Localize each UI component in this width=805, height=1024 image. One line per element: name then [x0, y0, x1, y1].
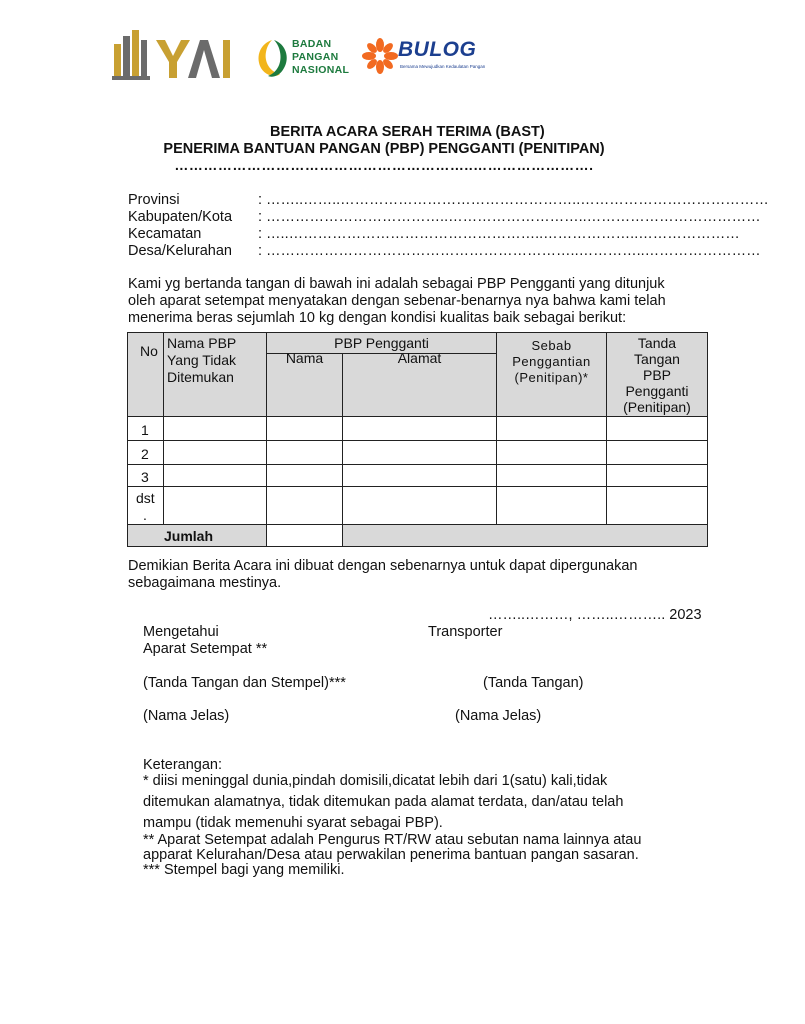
badan-pangan-logo [252, 36, 362, 81]
field-desa [128, 243, 761, 260]
table-cell [497, 487, 607, 525]
sign-left-name: (Nama Jelas) [143, 708, 230, 724]
note-line: ** Aparat Setempat adalah Pengurus RT/RW atau sebutan nama lainnya atau [143, 832, 642, 848]
col-nama-pbp-header [164, 333, 267, 417]
table-cell [164, 417, 267, 441]
closing-line: Demikian Berita Acara ini dibuat dengan sebenarnya untuk dapat dipergunakan [128, 558, 638, 574]
col-nama-header [267, 350, 343, 417]
table-row [128, 441, 708, 465]
table-cell [497, 441, 607, 465]
bp-line-2: PANGAN [292, 51, 339, 63]
total-label: Jumlah [164, 528, 214, 544]
row-no-text: 2 [141, 446, 149, 462]
table-row [128, 487, 708, 525]
field-value: : ………………………………..………………………..……………………………… [258, 209, 761, 225]
col-alamat-label: Alamat [397, 350, 442, 366]
field-label: Kecamatan [128, 226, 202, 242]
field-kecamatan [128, 226, 740, 243]
doc-title: BERITA ACARA SERAH TERIMA (BAST) [270, 124, 545, 140]
total-gray-cell [343, 525, 708, 547]
table-row [128, 465, 708, 487]
doc-title-dots: ……………………………………………………..……………………. [174, 157, 594, 173]
table-cell [343, 441, 497, 465]
row-no-text: 3 [141, 469, 149, 485]
col-ttd-line: Tangan [634, 351, 680, 367]
col-ttd-line: Tanda [637, 335, 677, 351]
table-cell [267, 487, 343, 525]
row-dst-text: . [143, 507, 147, 523]
table-cell [164, 441, 267, 465]
sign-left-signature: (Tanda Tangan dan Stempel)*** [143, 675, 346, 691]
sign-left-title: Mengetahui [143, 624, 219, 640]
table-cell [267, 465, 343, 487]
table-cell [343, 487, 497, 525]
table-cell [607, 441, 708, 465]
notes-list [143, 773, 706, 879]
bulog-wordmark: BULOG [398, 38, 477, 61]
table-cell [343, 465, 497, 487]
field-kabupaten [128, 209, 761, 226]
intro-line: Kami yg bertanda tangan di bawah ini adalah sebagai PBP Pengganti yang ditunjuk [128, 276, 665, 292]
field-label: Kabupaten/Kota [128, 209, 233, 225]
field-value: : …..……………………………………………..………………..………………… [258, 226, 740, 242]
intro-line: oleh aparat setempat menyatakan dengan sebenar-benarnya nya bahwa kami telah [128, 293, 666, 309]
table-cell [267, 525, 343, 547]
note-line: ditemukan alamatnya, tidak ditemukan pada alamat terdata, dan/atau telah [143, 794, 624, 810]
col-nama-pbp-line: Ditemukan [167, 369, 234, 385]
table-cell [607, 465, 708, 487]
row-dst-text: dst [136, 490, 155, 506]
row-no-text: 1 [141, 422, 149, 438]
sign-right-signature: (Tanda Tangan) [483, 675, 584, 691]
table-cell [497, 417, 607, 441]
yai-logo [110, 28, 240, 84]
col-nama-pbp-line: Nama PBP [167, 335, 237, 351]
bulog-logo [362, 38, 502, 83]
note-line: apparat Kelurahan/Desa atau perwakilan penerima bantuan pangan sasaran. [143, 847, 639, 863]
closing-line: sebagaimana mestinya. [128, 575, 282, 591]
col-ttd-header [607, 333, 708, 417]
col-no-header [128, 333, 164, 417]
sign-right-name: (Nama Jelas) [455, 708, 542, 724]
total-label-cell [128, 525, 267, 547]
col-no-label: No [140, 343, 158, 359]
note-line: *** Stempel bagi yang memiliki. [143, 862, 345, 878]
row-no [128, 441, 164, 465]
row-no [128, 487, 164, 525]
recipient-table [127, 332, 708, 547]
field-label: Desa/Kelurahan [128, 243, 232, 259]
field-provinsi [128, 192, 769, 209]
table-cell [343, 417, 497, 441]
closing-paragraph [128, 558, 706, 592]
table-cell [607, 417, 708, 441]
table-total-row [128, 525, 708, 547]
note-line: * diisi meninggal dunia,pindah domisili,dicatat lebih dari 1(satu) kali,tidak [143, 773, 608, 789]
col-ttd-line: (Penitipan) [623, 399, 691, 415]
bulog-tagline: Bersama Mewujudkan Kedaulatan Pangan [400, 64, 486, 69]
table-row [128, 417, 708, 441]
intro-paragraph [128, 276, 706, 327]
field-value: : ……..……..…………………………………………..………………………………… [258, 192, 769, 208]
header-logos [110, 28, 510, 88]
col-sebab-header [497, 333, 607, 417]
sign-left-sub: Aparat Setempat ** [143, 641, 268, 657]
table-cell [267, 417, 343, 441]
col-group-label: PBP Pengganti [334, 335, 429, 351]
notes-heading: Keterangan: [143, 757, 223, 773]
sign-right-title: Transporter [428, 624, 503, 640]
col-ttd-line: Pengganti [625, 383, 689, 399]
date-line: ……..………, ……..……….. 2023 [488, 607, 702, 623]
note-line: mampu (tidak memenuhi syarat sebagai PBP). [143, 815, 443, 831]
table-cell [164, 465, 267, 487]
col-nama-pbp-line: Yang Tidak [167, 352, 237, 368]
col-sebab-line: Sebab [531, 338, 572, 353]
bp-line-3: NASIONAL [292, 64, 350, 76]
field-value: : ………………………………………………………..…………..…………………… [258, 243, 761, 259]
col-sebab-line: (Penitipan)* [514, 370, 589, 385]
col-alamat-header [343, 350, 497, 417]
doc-subtitle: PENERIMA BANTUAN PANGAN (PBP) PENGGANTI (PENITIPAN) [163, 141, 605, 157]
row-no [128, 417, 164, 441]
intro-line: menerima beras sejumlah 10 kg dengan kondisi kualitas baik sebagai berikut: [128, 310, 627, 326]
table-cell [607, 487, 708, 525]
table-cell [267, 441, 343, 465]
row-no [128, 465, 164, 487]
bp-line-1: BADAN [292, 38, 332, 50]
table-cell [164, 487, 267, 525]
col-sebab-line: Penggantian [512, 354, 591, 369]
field-label: Provinsi [128, 192, 180, 208]
table-cell [497, 465, 607, 487]
col-ttd-line: PBP [642, 367, 671, 383]
col-nama-label: Nama [285, 350, 324, 366]
